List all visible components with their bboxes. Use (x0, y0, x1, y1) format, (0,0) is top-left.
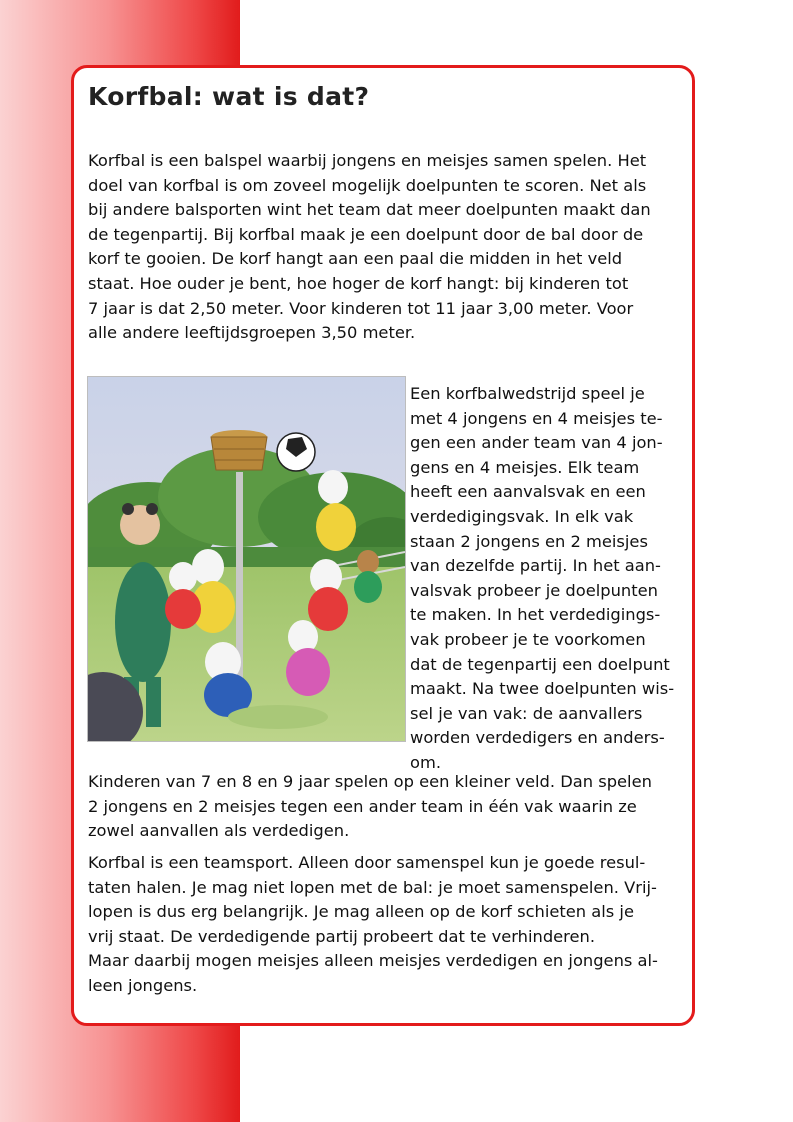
text-line: gens en 4 meisjes. Elk team (410, 457, 640, 477)
page-title: Korfbal: wat is dat? (88, 82, 370, 111)
text-line: Een korfbalwedstrijd speel je (410, 384, 645, 403)
text-line: verdedigingsvak. In elk vak (410, 506, 634, 526)
teamsport-paragraph (88, 851, 658, 999)
text-line: taten halen. Je mag niet lopen met de bal: je moet samenspelen. Vrij- (88, 877, 657, 897)
text-line: Maar daarbij mogen meisjes alleen meisjes verdedigen en jongens al- (88, 951, 658, 971)
text-line: doel van korfbal is om zoveel mogelijk doelpunten te scoren. Net als (88, 175, 647, 195)
korfbal-cartoon-illustration (87, 376, 406, 742)
text-line: zowel aanvallen als verdedigen. (88, 821, 350, 841)
content-card (71, 65, 695, 1026)
text-line: vak probeer je te voorkomen (410, 629, 646, 649)
text-line: alle andere leeftijdsgroepen 3,50 meter. (88, 323, 416, 343)
text-line: de tegenpartij. Bij korfbal maak je een doelpunt door de bal door de (88, 224, 644, 244)
text-line: heeft een aanvalsvak en een (410, 482, 646, 502)
intro-paragraph (88, 149, 651, 346)
side-paragraph (410, 382, 674, 776)
text-line: 7 jaar is dat 2,50 meter. Voor kinderen tot 11 jaar 3,00 meter. Voor (88, 298, 634, 318)
text-line: staat. Hoe ouder je bent, hoe hoger de korf hangt: bij kinderen tot (88, 273, 629, 293)
text-line: 2 jongens en 2 meisjes tegen een ander team in één vak waarin ze (88, 796, 637, 816)
text-line: maakt. Na twee doelpunten wis- (410, 679, 675, 699)
text-line: sel je van vak: de aanvallers (410, 703, 643, 723)
text-line: staan 2 jongens en 2 meisjes (410, 531, 648, 551)
text-line: van dezelfde partij. In het aan- (410, 556, 661, 576)
text-line: dat de tegenpartij een doelpunt (410, 654, 670, 674)
text-line: Korfbal is een teamsport. Alleen door samenspel kun je goede resul- (88, 853, 646, 872)
text-line: valsvak probeer je doelpunten (410, 580, 658, 600)
text-line: met 4 jongens en 4 meisjes te- (410, 408, 663, 428)
text-line: Korfbal is een balspel waarbij jongens en meisjes samen spelen. Het (88, 151, 647, 170)
text-line: Kinderen van 7 en 8 en 9 jaar spelen op een kleiner veld. Dan spelen (88, 772, 652, 791)
text-line: te maken. In het verdedigings- (410, 605, 661, 625)
small-field-paragraph (88, 770, 652, 844)
text-line: korf te gooien. De korf hangt aan een paal die midden in het veld (88, 249, 623, 269)
text-line: om. (410, 752, 441, 772)
text-line: vrij staat. De verdedigende partij probeert dat te verhinderen. (88, 926, 596, 946)
text-line: gen een ander team van 4 jon- (410, 433, 663, 453)
text-line: worden verdedigers en anders- (410, 728, 665, 748)
text-line: bij andere balsporten wint het team dat meer doelpunten maakt dan (88, 200, 651, 220)
text-line: leen jongens. (88, 975, 198, 995)
text-line: lopen is dus erg belangrijk. Je mag alleen op de korf schieten als je (88, 902, 634, 922)
